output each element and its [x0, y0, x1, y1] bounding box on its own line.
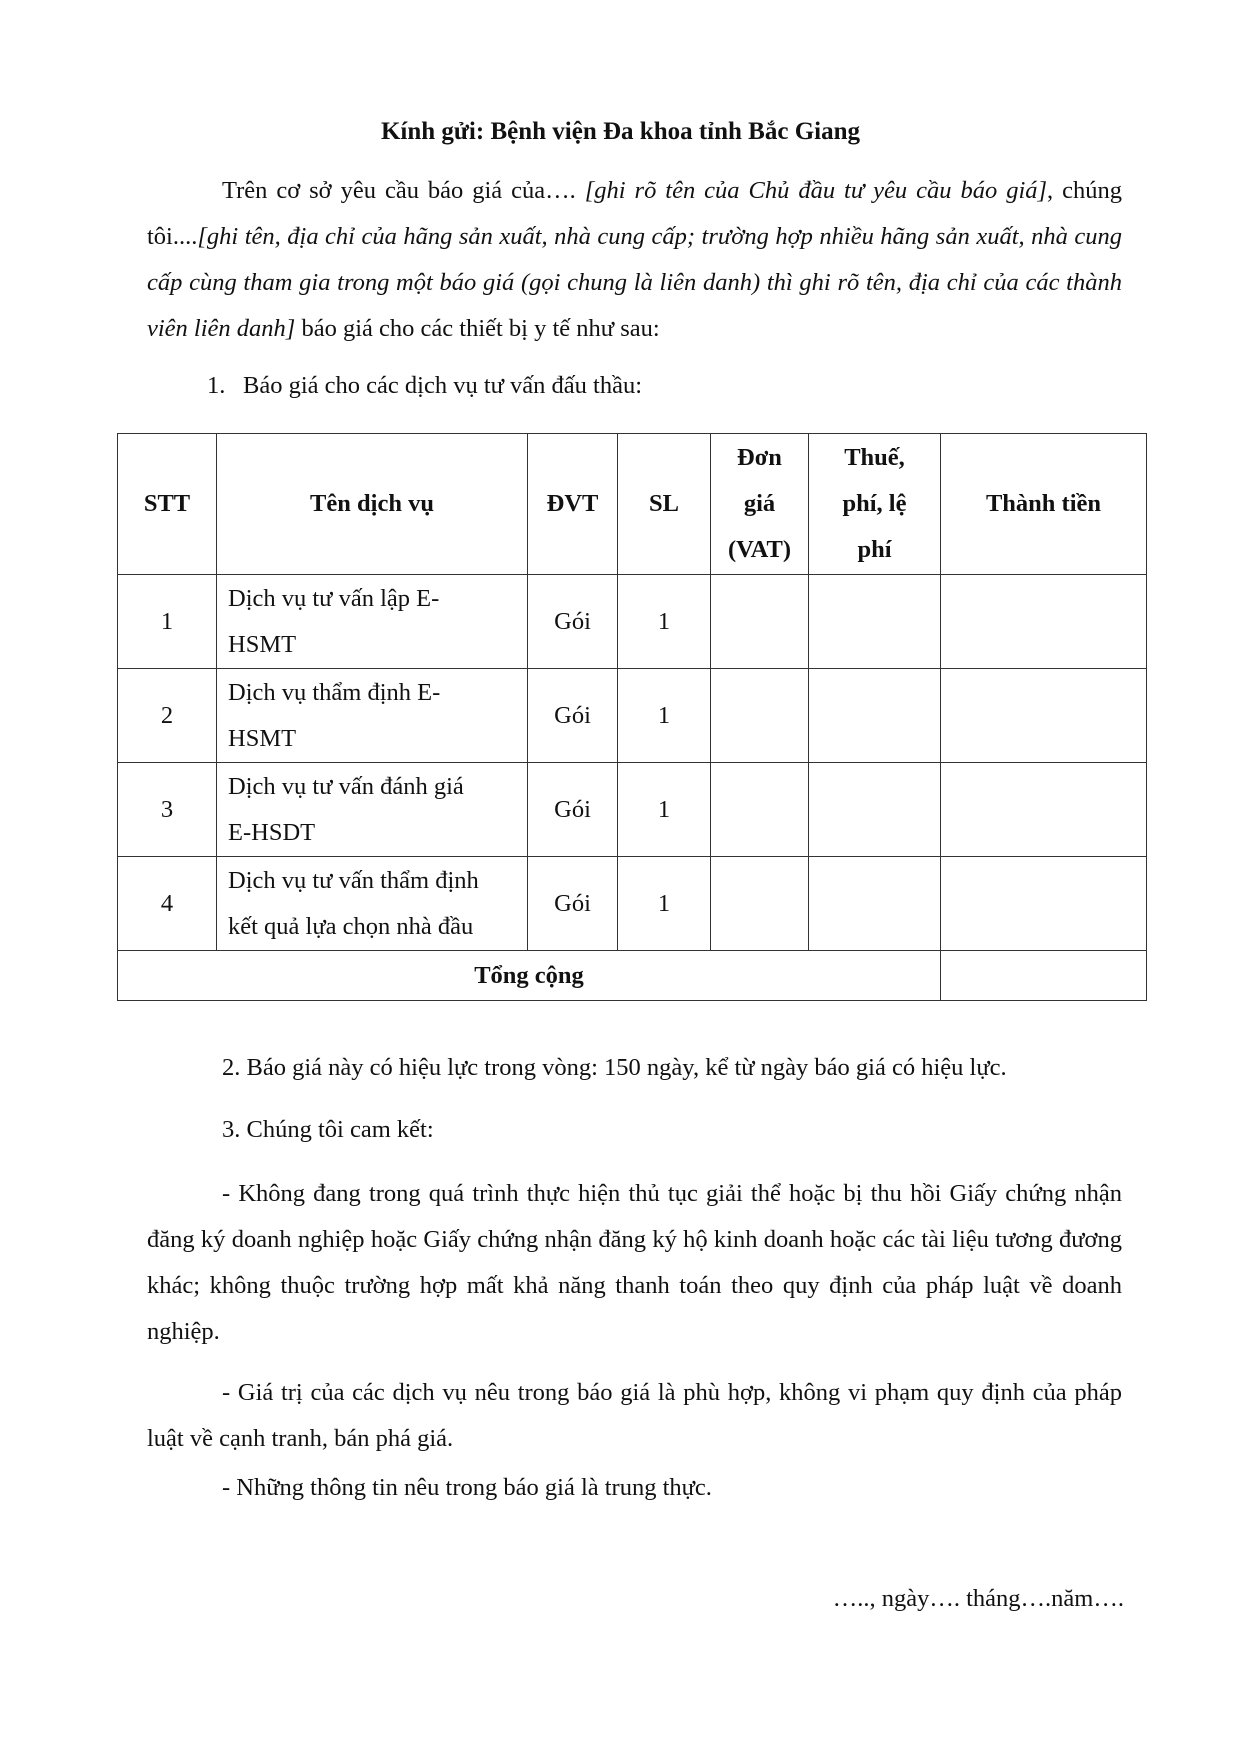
header-tax-line: Thuế, — [844, 444, 905, 471]
cell-total — [941, 857, 1147, 951]
total-value — [941, 951, 1147, 1001]
intro-text-1: Trên cơ sở yêu cầu báo giá của…. — [222, 177, 585, 204]
cell-name-line: kết quả lựa chọn nhà đầu — [228, 912, 474, 940]
section-1-number: 1. — [207, 372, 226, 399]
table-header-row — [118, 434, 1147, 575]
commitment-item-3: - Những thông tin nêu trong báo giá là trung thực. — [222, 1474, 712, 1501]
cell-tax — [809, 575, 941, 669]
date-line: ….., ngày…. tháng….năm…. — [832, 1585, 1124, 1612]
header-tax-line: phí — [857, 536, 892, 563]
cell-name-line: Dịch vụ tư vấn thẩm định — [228, 866, 479, 894]
intro-note-1: [ghi rõ tên của Chủ đầu tư yêu cầu báo giá] — [584, 177, 1048, 204]
cell-name-line: Dịch vụ tư vấn lập E- — [228, 584, 440, 612]
section-1-text: Báo giá cho các dịch vụ tư vấn đấu thầu: — [243, 372, 643, 399]
page-title: Kính gửi: Bệnh viện Đa khoa tỉnh Bắc Giang — [380, 118, 860, 145]
table-row — [118, 669, 1147, 763]
cell-unit: Gói — [528, 857, 618, 951]
cell-name-line: Dịch vụ thẩm định E- — [228, 678, 441, 706]
intro-text-3: báo giá cho các thiết bị y tế như sau: — [295, 315, 660, 342]
cell-total — [941, 669, 1147, 763]
cell-total — [941, 763, 1147, 857]
commitment-item-2: - Giá trị của các dịch vụ nêu trong báo giá là phù hợp, không vi phạm quy định của pháp luật về cạnh tranh, bán phá giá. — [147, 1379, 1122, 1452]
header-price-line: (VAT) — [727, 536, 792, 563]
cell-total — [941, 575, 1147, 669]
cell-tax — [809, 669, 941, 763]
table-row — [118, 575, 1147, 669]
cell-stt: 1 — [118, 575, 217, 669]
section-1-heading — [207, 372, 642, 400]
cell-stt: 2 — [118, 669, 217, 763]
commitment-item-1: - Không đang trong quá trình thực hiện thủ tục giải thể hoặc bị thu hồi Giấy chứng nhận đăng ký doanh nghiệp hoặc Giấy chứng nhận đăng ký hộ kinh doanh hoặc các tài liệu tương đương khác; không thuộc trường hợp mất khả năng thanh toán theo quy định của pháp luật về doanh nghiệp. — [147, 1180, 1122, 1345]
header-price-line: giá — [743, 490, 776, 517]
cell-price — [711, 575, 809, 669]
cell-unit: Gói — [528, 763, 618, 857]
commitment-heading: 3. Chúng tôi cam kết: — [222, 1116, 434, 1143]
cell-price — [711, 857, 809, 951]
cell-price — [711, 669, 809, 763]
header-unit: ĐVT — [528, 434, 618, 575]
validity-paragraph: 2. Báo giá này có hiệu lực trong vòng: 150 ngày, kể từ ngày báo giá có hiệu lực. — [222, 1054, 1007, 1081]
cell-qty: 1 — [618, 857, 711, 951]
cell-name-line: HSMT — [228, 724, 297, 752]
cell-qty: 1 — [618, 669, 711, 763]
table-row — [118, 857, 1147, 951]
cell-name — [217, 763, 528, 857]
cell-unit: Gói — [528, 575, 618, 669]
header-price — [711, 434, 809, 575]
table-total-row — [118, 951, 1147, 1001]
header-name: Tên dịch vụ — [217, 434, 528, 575]
total-label: Tổng cộng — [118, 951, 941, 1001]
header-tax — [809, 434, 941, 575]
cell-stt: 4 — [118, 857, 217, 951]
intro-text-2: , chúng tôi.... — [147, 177, 1123, 250]
cell-tax — [809, 763, 941, 857]
cell-unit: Gói — [528, 669, 618, 763]
header-total: Thành tiền — [941, 434, 1147, 575]
cell-name — [217, 857, 528, 951]
table-row — [118, 763, 1147, 857]
intro-note-2: [ghi tên, địa chỉ của hãng sản xuất, nhà cung cấp; trường hợp nhiều hãng sản xuất, nhà cung cấp cùng tham gia trong một báo giá (gọi chung là liên danh) thì ghi rõ tên, địa chỉ của các thành viên liên danh] — [147, 223, 1122, 342]
cell-qty: 1 — [618, 763, 711, 857]
header-tax-line: phí, lệ — [842, 490, 907, 517]
quote-table — [117, 433, 1147, 1001]
cell-stt: 3 — [118, 763, 217, 857]
cell-price — [711, 763, 809, 857]
cell-qty: 1 — [618, 575, 711, 669]
intro-paragraph — [147, 168, 1122, 352]
cell-name — [217, 669, 528, 763]
cell-name-line: Dịch vụ tư vấn đánh giá — [228, 772, 464, 800]
header-price-line: Đơn — [737, 444, 782, 471]
cell-name — [217, 575, 528, 669]
cell-name-line: HSMT — [228, 630, 297, 658]
cell-tax — [809, 857, 941, 951]
header-stt: STT — [118, 434, 217, 575]
header-qty: SL — [618, 434, 711, 575]
cell-name-line: E-HSDT — [228, 818, 316, 846]
